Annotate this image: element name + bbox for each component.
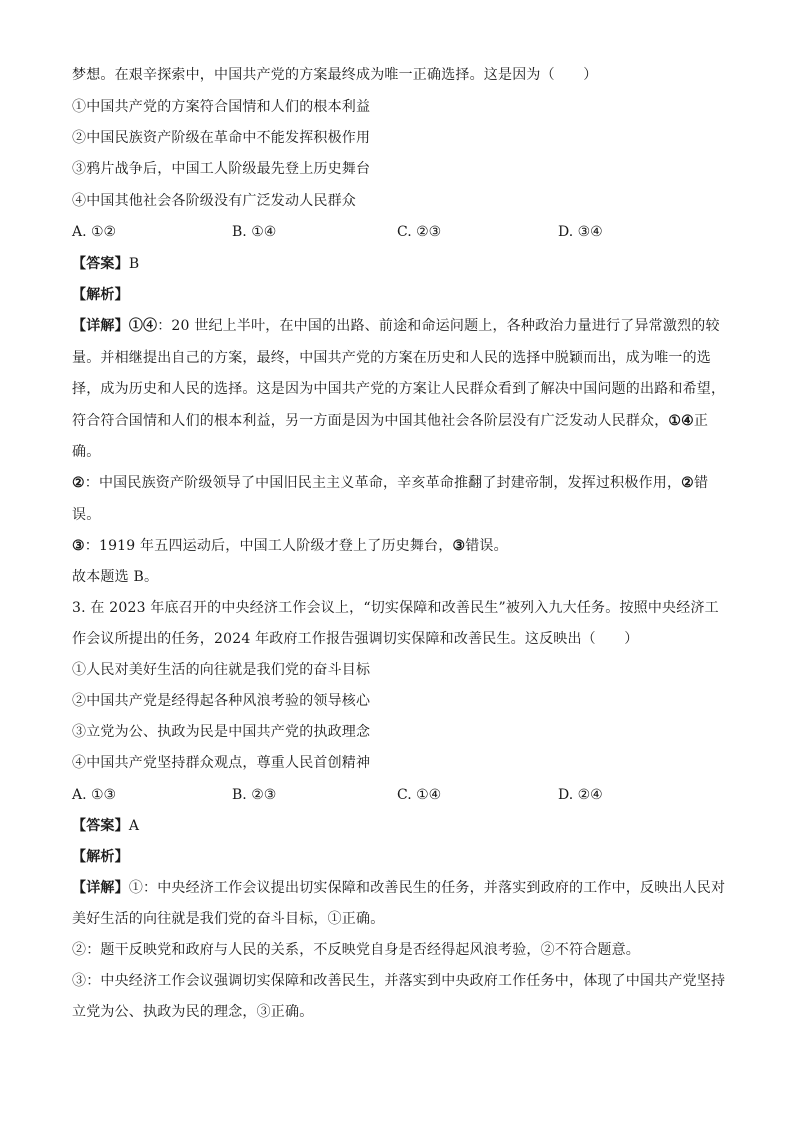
q2-detail-line-5: 确。 (72, 444, 101, 460)
q2-item3 (72, 537, 722, 555)
answer-value: A (128, 818, 140, 834)
q2-option-b: B. ①④ (232, 224, 277, 240)
q2-item2-line-2: 误。 (72, 507, 101, 523)
q2-stem-tail: 梦想。在艰辛探索中，中国共产党的方案最终成为唯一正确选择。这是因为（ ） (72, 67, 598, 83)
q2-detail-line-4 (72, 412, 722, 430)
detail-prefix: ①④ (128, 318, 158, 334)
detail-text: ①：中央经济工作会议提出切实保障和改善民生的任务，并落实到政府的工作中，反映出人民对 (128, 880, 726, 896)
q2-option-a: A. ①② (72, 224, 117, 240)
q3-stem-line-2: 作会议所提出的任务，2024 年政府工作报告强调切实保障和改善民生。这反映出（ ） (72, 631, 639, 647)
q2-item2-line-1 (72, 474, 722, 492)
item-bold: ② (681, 475, 694, 491)
q2-statement-4: ④中国其他社会各阶级没有广泛发动人民群众 (72, 193, 356, 209)
item-tail: 错 (693, 475, 709, 491)
q3-option-a: A. ①③ (72, 787, 117, 803)
answer-tag: 【答案】 (72, 256, 129, 272)
item-marker: ② (72, 475, 85, 491)
q3-statement-2: ②中国共产党是经得起各种风浪考验的领导核心 (72, 693, 371, 709)
q2-detail-line-3: 择，成为历史和人民的选择。这是因为中国共产党的方案让人民群众看到了解决中国问题的出路和希望， (72, 381, 726, 397)
detail-text: ：20 世纪上半叶，在中国的出路、前途和命运问题上，各种政治力量进行了异常激烈的较 (157, 318, 720, 334)
q3-stem-line-1: 3. 在 2023 年底召开的中央经济工作会议上，“切实保障和改善民生”被列入九大任务。按照中央经济工 (72, 600, 719, 616)
q3-detail-line-2: 美好生活的向往就是我们党的奋斗目标，①正确。 (72, 911, 385, 927)
q2-option-d: D. ③④ (558, 224, 603, 240)
q2-detail-line-2: 量。并相继提出自己的方案，最终，中国共产党的方案在历史和人民的选择中脱颖而出，成为唯一的选 (72, 350, 711, 366)
item-bold: ③ (452, 538, 466, 554)
analysis-tag: 【解析】 (72, 849, 129, 865)
detail-tag: 【详解】 (72, 880, 129, 896)
q3-statement-1: ①人民对美好生活的向往就是我们党的奋斗目标 (72, 662, 371, 678)
q2-conclusion: 故本题选 B。 (72, 569, 159, 585)
q2-detail-line-1 (72, 317, 722, 335)
q2-statement-1: ①中国共产党的方案符合国情和人们的根本利益 (72, 99, 371, 115)
q2-option-c: C. ②③ (397, 224, 442, 240)
detail-tag: 【详解】 (72, 318, 129, 334)
q3-answer (72, 817, 722, 835)
q3-statement-4: ④中国共产党坚持群众观点，尊重人民首创精神 (72, 755, 371, 771)
q3-detail-line-1 (72, 879, 726, 897)
q3-option-b: B. ②③ (232, 787, 277, 803)
q2-statement-3: ③鸦片战争后，中国工人阶级最先登上历史舞台 (72, 161, 371, 177)
answer-value: B (128, 256, 140, 272)
q3-item2: ②：题干反映党和政府与人民的关系，不反映党自身是否经得起风浪考验，②不符合题意。 (72, 942, 640, 958)
item-text: ：1919 年五四运动后，中国工人阶级才登上了历史舞台， (84, 538, 453, 554)
detail-bold: ①④ (668, 413, 694, 429)
q3-item3-line-1: ③：中央经济工作会议强调切实保障和改善民生，并落实到中央政府工作任务中，体现了中国共产党坚持 (72, 973, 726, 989)
q3-analysis-heading (72, 848, 722, 866)
q3-option-d: D. ②④ (558, 787, 603, 803)
item-marker: ③ (72, 538, 85, 554)
q2-answer (72, 255, 722, 273)
analysis-tag: 【解析】 (72, 287, 129, 303)
q2-analysis-heading (72, 286, 722, 304)
detail-text-tail: 正 (693, 413, 709, 429)
q3-item3-line-2: 立党为公、执政为民的理念，③正确。 (72, 1004, 314, 1020)
item-text: ：中国民族资产阶级领导了中国旧民主主义革命，辛亥革命推翻了封建帝制，发挥过积极作用， (84, 475, 682, 491)
answer-tag: 【答案】 (72, 818, 129, 834)
q3-option-c: C. ①④ (397, 787, 442, 803)
detail-text: 符合符合国情和人们的根本利益，另一方面是因为中国其他社会各阶层没有广泛发动人民群众， (72, 413, 669, 429)
item-tail: 错误。 (465, 538, 508, 554)
q3-statement-3: ③立党为公、执政为民是中国共产党的执政理念 (72, 724, 371, 740)
q2-statement-2: ②中国民族资产阶级在革命中不能发挥积极作用 (72, 130, 371, 146)
